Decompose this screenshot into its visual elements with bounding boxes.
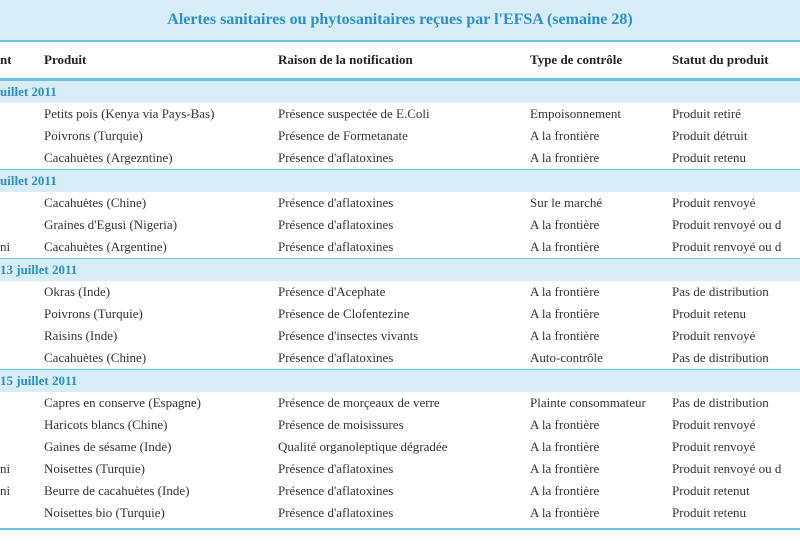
type-cell: A la frontière: [530, 306, 600, 321]
header-type: Type de contrôle: [530, 52, 623, 67]
type-cell: A la frontière: [530, 128, 600, 143]
table-row: [0, 458, 800, 480]
table-title: Alertes sanitaires ou phytosanitaires reçues par l'EFSA (semaine 28): [167, 11, 633, 28]
raison-cell: Présence d'aflatoxines: [278, 350, 394, 365]
statut-cell: Produit renvoyé ou d: [672, 239, 782, 254]
statut-cell: Produit retenu: [672, 150, 747, 165]
table-row: [0, 414, 800, 436]
group-date-row: [0, 258, 800, 281]
raison-cell: Présence d'aflatoxines: [278, 461, 394, 476]
statut-cell: Pas de distribution: [672, 395, 769, 410]
group-date-row: [0, 369, 800, 392]
statut-cell: Produit renvoyé: [672, 439, 756, 454]
produit-cell: Poivrons (Turquie): [44, 128, 143, 143]
produit-cell: Graines d'Egusi (Nigeria): [44, 217, 178, 232]
type-cell: Plainte consommateur: [530, 395, 646, 410]
statut-cell: Produit retenu: [672, 505, 747, 520]
group-date-label: uillet 2011: [0, 84, 57, 99]
raison-cell: Présence de morçeaux de verre: [278, 395, 440, 410]
produit-cell: Haricots blancs (Chine): [44, 417, 168, 432]
table-row: [0, 303, 800, 325]
raison-cell: Présence d'Acephate: [278, 284, 386, 299]
produit-cell: Cacahuètes (Argezntine): [44, 150, 173, 165]
group-date-label: 15 juillet 2011: [0, 373, 78, 388]
origin-cell: ni: [0, 483, 11, 498]
raison-cell: Présence d'insectes vivants: [278, 328, 419, 343]
statut-cell: Produit retiré: [672, 106, 741, 121]
raison-cell: Présence d'aflatoxines: [278, 195, 394, 210]
produit-cell: Noisettes (Turquie): [44, 461, 145, 476]
raison-cell: Présence de Clofentezine: [278, 306, 410, 321]
table-row: [0, 103, 800, 125]
type-cell: A la frontière: [530, 461, 600, 476]
bottom-rule: [0, 528, 800, 530]
type-cell: A la frontière: [530, 239, 600, 254]
group-date-row: [0, 169, 800, 192]
table-row: [0, 347, 800, 369]
header-raison: Raison de la notification: [278, 52, 413, 67]
type-cell: Sur le marché: [530, 195, 603, 210]
table-row: [0, 325, 800, 347]
statut-cell: Produit retenut: [672, 483, 750, 498]
type-cell: Auto-contrôle: [530, 350, 603, 365]
produit-cell: Beurre de cacahuètes (Inde): [44, 483, 190, 498]
table-row: [0, 192, 800, 214]
origin-cell: ni: [0, 239, 11, 254]
produit-cell: Cacahuètes (Chine): [44, 350, 147, 365]
table-row: [0, 214, 800, 236]
table-row: [0, 502, 800, 524]
table-row: [0, 392, 800, 414]
statut-cell: Produit renvoyé: [672, 328, 756, 343]
type-cell: A la frontière: [530, 483, 600, 498]
raison-cell: Présence de moisissures: [278, 417, 404, 432]
type-cell: A la frontière: [530, 505, 600, 520]
table-row: [0, 436, 800, 458]
type-cell: A la frontière: [530, 439, 600, 454]
group-date-row: [0, 80, 800, 103]
statut-cell: Produit retenu: [672, 306, 747, 321]
statut-cell: Produit renvoyé: [672, 417, 756, 432]
table-row: [0, 281, 800, 303]
raison-cell: Présence d'aflatoxines: [278, 217, 394, 232]
raison-cell: Présence suspectée de E.Coli: [278, 106, 430, 121]
type-cell: A la frontière: [530, 284, 600, 299]
statut-cell: Produit renvoyé ou d: [672, 461, 782, 476]
raison-cell: Présence d'aflatoxines: [278, 505, 394, 520]
statut-cell: Produit détruit: [672, 128, 748, 143]
table-body: [0, 80, 800, 530]
raison-cell: Présence d'aflatoxines: [278, 483, 394, 498]
group-date-label: 13 juillet 2011: [0, 262, 78, 277]
header-origin: nt: [0, 52, 12, 67]
header-statut: Statut du produit: [672, 52, 769, 67]
produit-cell: Petits pois (Kenya via Pays-Bas): [44, 106, 215, 121]
raison-cell: Qualité organoleptique dégradée: [278, 439, 448, 454]
raison-cell: Présence de Formetanate: [278, 128, 408, 143]
statut-cell: Pas de distribution: [672, 284, 769, 299]
origin-cell: ni: [0, 461, 11, 476]
produit-cell: Poivrons (Turquie): [44, 306, 143, 321]
raison-cell: Présence d'aflatoxines: [278, 150, 394, 165]
produit-cell: Cacahuètes (Argentine): [44, 239, 167, 254]
statut-cell: Pas de distribution: [672, 350, 769, 365]
group-date-label: uillet 2011: [0, 173, 57, 188]
type-cell: A la frontière: [530, 417, 600, 432]
type-cell: A la frontière: [530, 217, 600, 232]
type-cell: A la frontière: [530, 328, 600, 343]
produit-cell: Okras (Inde): [44, 284, 111, 299]
statut-cell: Produit renvoyé ou d: [672, 217, 782, 232]
table-header-row: [0, 42, 800, 80]
produit-cell: Raisins (Inde): [44, 328, 118, 343]
table-row: [0, 480, 800, 502]
table-title-bar: [0, 0, 800, 42]
produit-cell: Noisettes bio (Turquie): [44, 505, 165, 520]
produit-cell: Gaines de sésame (Inde): [44, 439, 172, 454]
type-cell: Empoisonnement: [530, 106, 621, 121]
produit-cell: Capres en conserve (Espagne): [44, 395, 202, 410]
table-row: [0, 147, 800, 169]
statut-cell: Produit renvoyé: [672, 195, 756, 210]
header-produit: Produit: [44, 52, 87, 67]
produit-cell: Cacahuètes (Chine): [44, 195, 147, 210]
raison-cell: Présence d'aflatoxines: [278, 239, 394, 254]
table-row: [0, 236, 800, 258]
table-row: [0, 125, 800, 147]
type-cell: A la frontière: [530, 150, 600, 165]
